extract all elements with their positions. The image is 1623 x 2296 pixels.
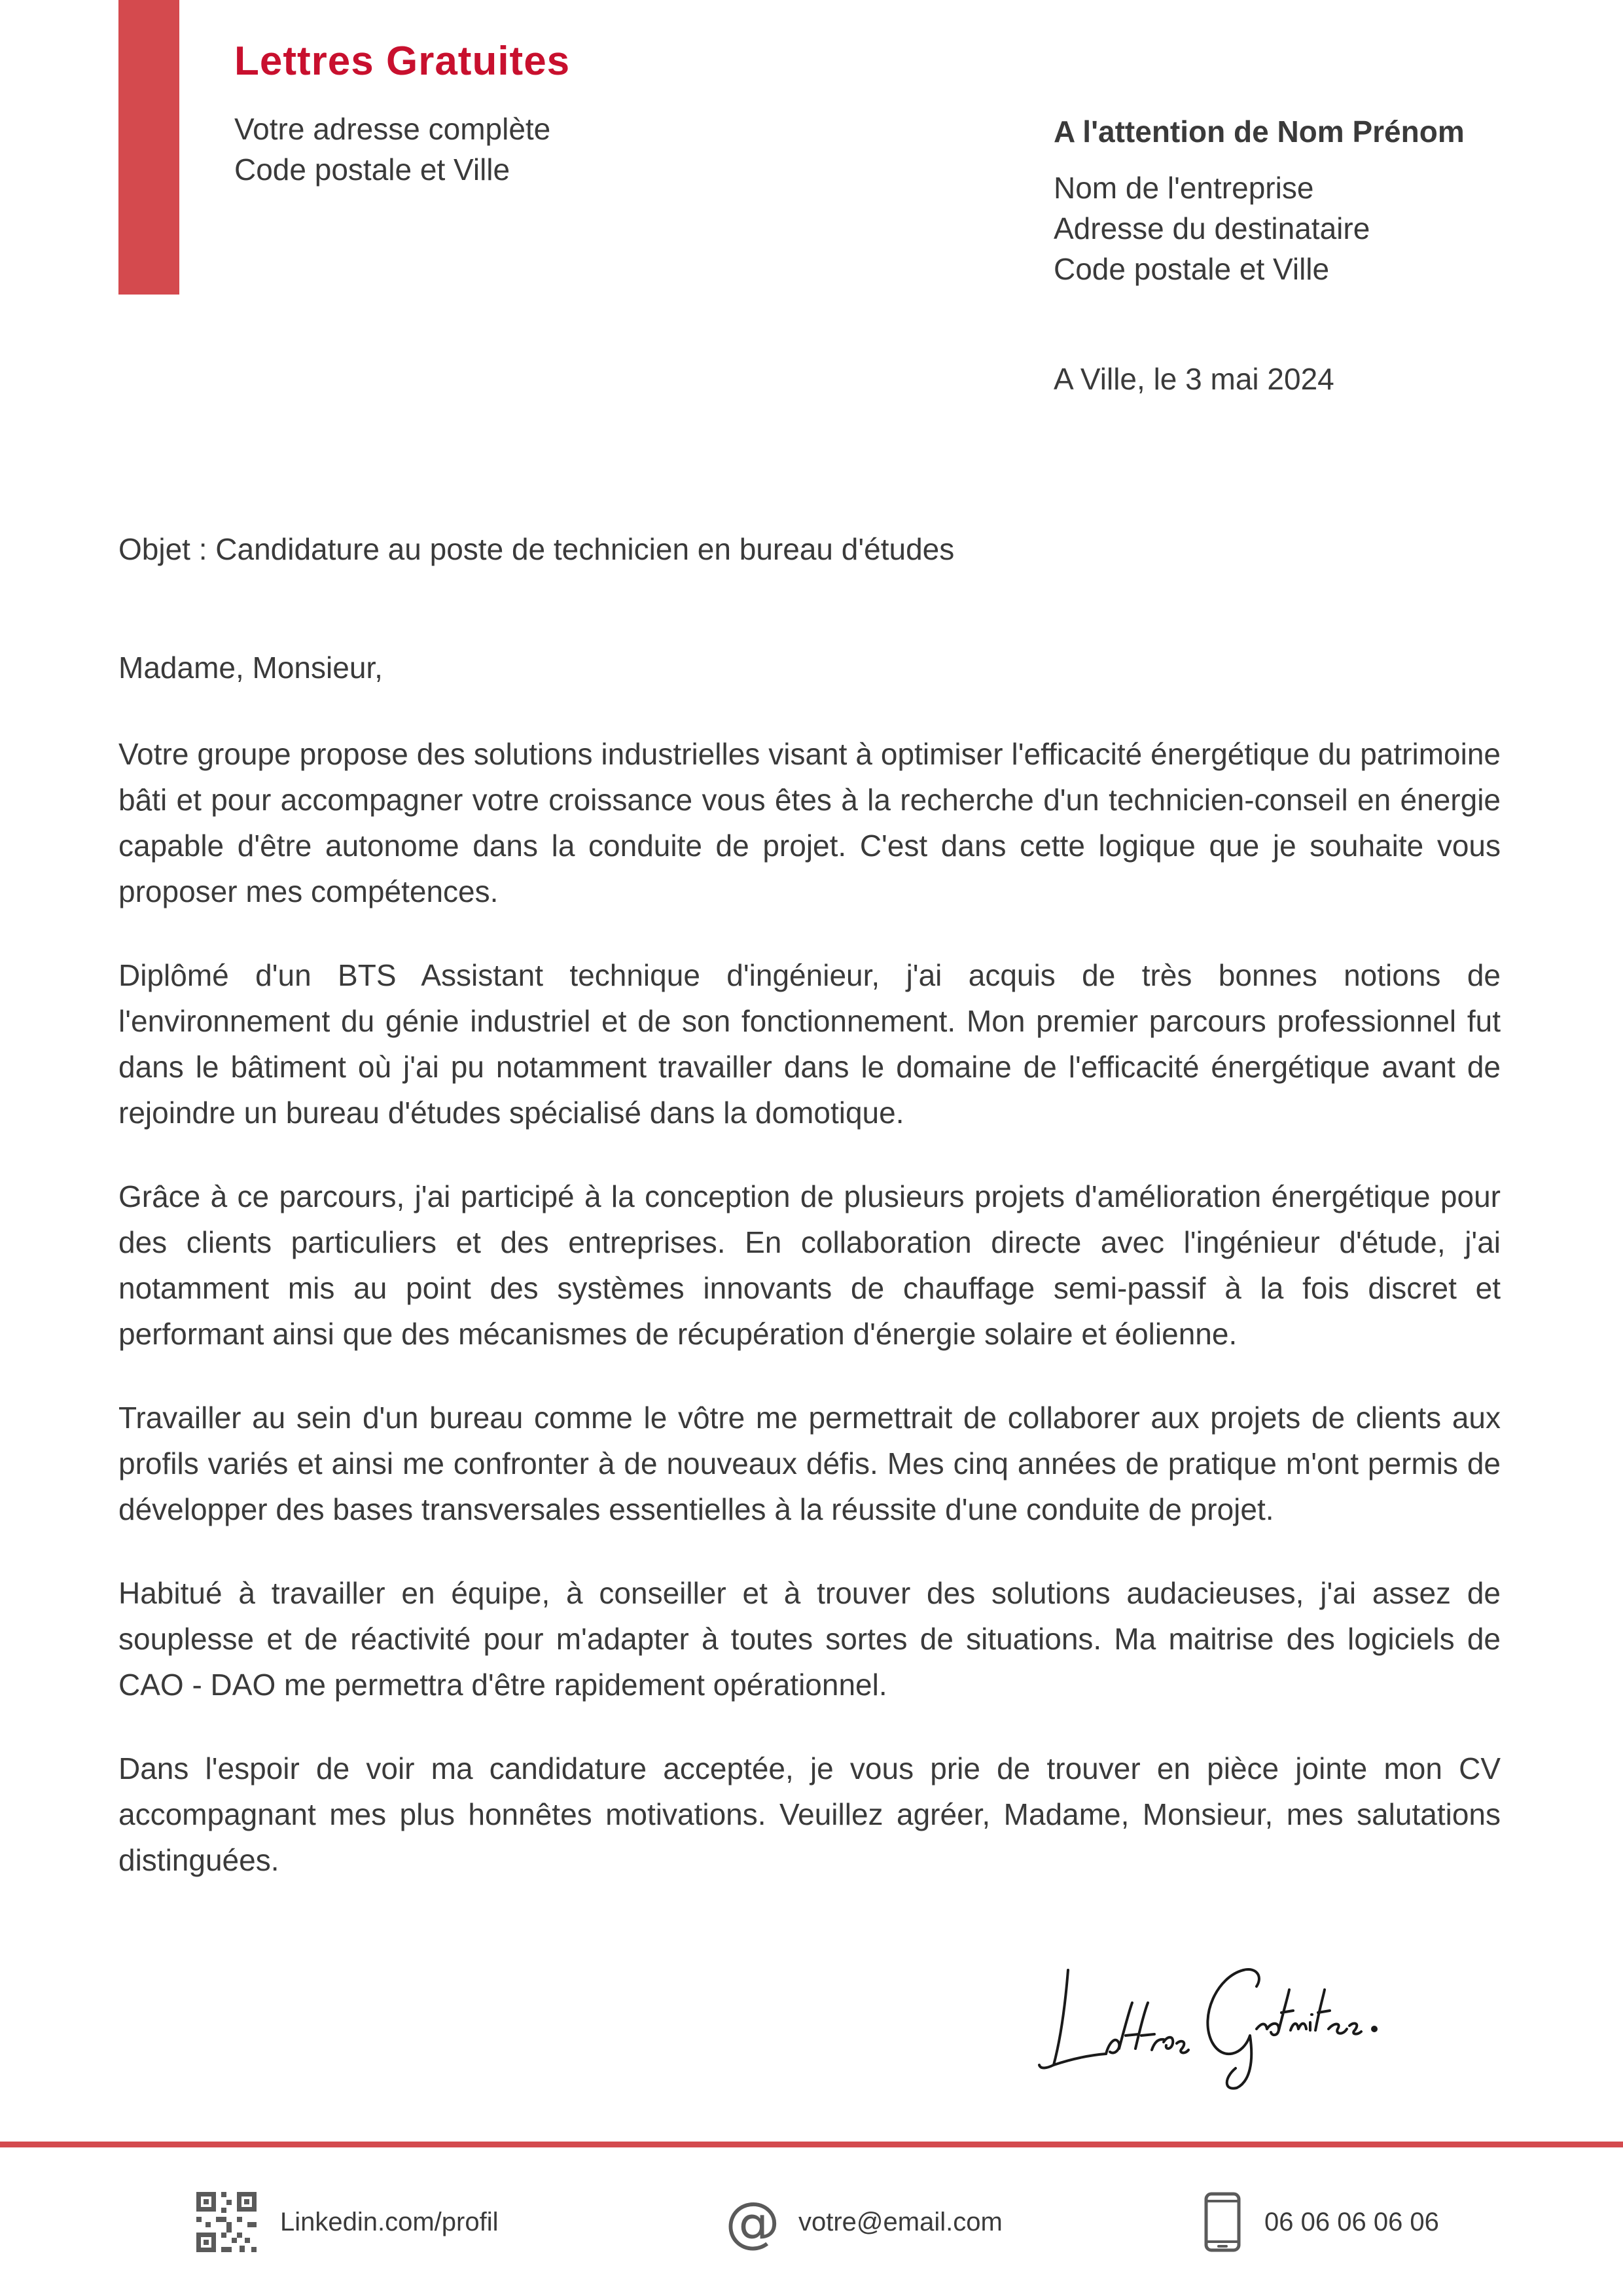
body-paragraph: Travailler au sein d'un bureau comme le vôtre me permettrait de collaborer aux projets de clients aux profils variés et ainsi me confronter à de nouveaux défis. Mes cinq années de pratique m'ont permis de développer des bases transversales essentielles à la réussite d'une conduite de projet. [118, 1401, 1501, 1526]
phone-text: 06 06 06 06 06 [1264, 2207, 1439, 2236]
recipient-city: Code postale et Ville [1054, 252, 1330, 286]
recipient-company: Nom de l'entreprise [1054, 171, 1314, 205]
footer-linkedin [196, 2193, 499, 2251]
mobile-phone-icon [1204, 2192, 1241, 2252]
letter-date: A Ville, le 3 mai 2024 [1054, 362, 1334, 396]
recipient-block [1054, 111, 1465, 289]
letter-subject: Objet : Candidature au poste de technicien en bureau d'études [118, 532, 955, 566]
qr-code-icon [196, 2192, 257, 2252]
sender-name: Lettres Gratuites [234, 39, 571, 84]
body-paragraph: Grâce à ce parcours, j'ai participé à la conception de plusieurs projets d'amélioration énergétique pour des clients particuliers et des entreprises. En collaboration directe avec l'ingénieur d'étude, j'ai notamment mis au point des systèmes innovants de chauffage semi-passif à la fois discret et performant ainsi que des mécanismes de récupération d'énergie solaire et éolienne. [118, 1179, 1501, 1351]
handwritten-signature [1027, 1931, 1420, 2094]
letter-salutation: Madame, Monsieur, [118, 651, 383, 685]
footer-email [725, 2190, 1003, 2254]
sender-address [234, 109, 550, 190]
footer-divider [0, 2142, 1623, 2147]
at-sign-icon: @ [725, 2190, 780, 2254]
recipient-attention: A l'attention de Nom Prénom [1054, 115, 1465, 149]
header-accent-bar [118, 0, 179, 295]
linkedin-text: Linkedin.com/profil [280, 2207, 499, 2236]
sender-address-line2: Code postale et Ville [234, 152, 510, 187]
footer-phone [1204, 2193, 1439, 2251]
body-paragraph: Habitué à travailler en équipe, à conseiller et à trouver des solutions audacieuses, j'ai assez de souplesse et de réactivité pour m'adapter à toutes sortes de situations. Ma maitrise des logiciels de CAO - DAO me permettra d'être rapidement opérationnel. [118, 1576, 1501, 1702]
recipient-address: Adresse du destinataire [1054, 211, 1370, 245]
sender-address-line1: Votre adresse complète [234, 112, 551, 146]
body-paragraph: Dans l'espoir de voir ma candidature acceptée, je vous prie de trouver en pièce jointe mon CV accompagnant mes plus honnêtes motivations. Veuillez agréer, Madame, Monsieur, mes salutations distinguées. [118, 1751, 1501, 1877]
body-paragraph: Diplômé d'un BTS Assistant technique d'ingénieur, j'ai acquis de très bonnes notions de l'environnement du génie industriel et de son fonctionnement. Mon premier parcours professionnel fut dans le bâtiment où j'ai pu notamment travailler dans le domaine de l'efficacité énergétique avant de rejoindre un bureau d'études spécialisé dans la domotique. [118, 958, 1501, 1130]
body-paragraph: Votre groupe propose des solutions industrielles visant à optimiser l'efficacité énergétique du patrimoine bâti et pour accompagner votre croissance vous êtes à la recherche d'un technicien-conseil en énergie capable d'être autonome dans la conduite de projet. C'est dans cette logique que je souhaite vous proposer mes compétences. [118, 737, 1501, 908]
email-text: votre@email.com [798, 2207, 1003, 2236]
letter-body [118, 731, 1501, 1921]
